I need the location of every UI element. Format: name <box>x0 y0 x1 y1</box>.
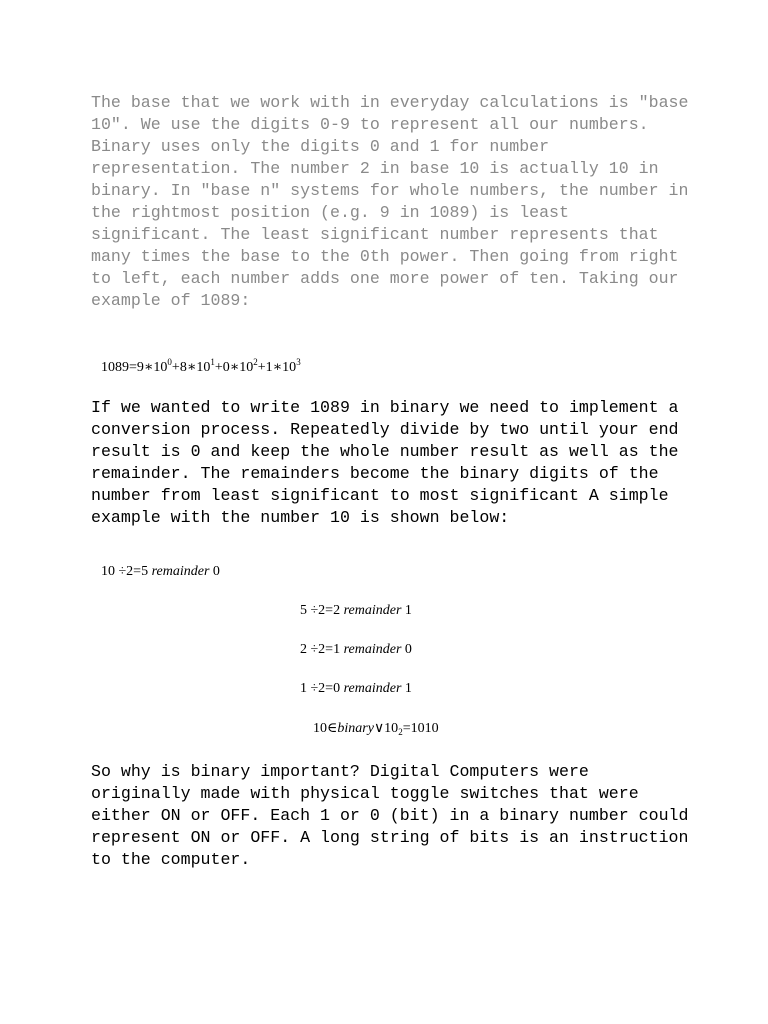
division-expression: 5 ÷2=2 <box>300 603 344 618</box>
equation-term: +1∗10 <box>257 360 297 375</box>
equation-lhs: 1089= <box>101 360 137 375</box>
equation-exponent: 2 <box>253 357 258 367</box>
binary-result-equation <box>313 720 439 738</box>
expansion-equation <box>101 359 301 377</box>
equation-exponent: 3 <box>296 357 301 367</box>
equation-exponent: 0 <box>167 357 172 367</box>
result-word: binary <box>337 721 374 736</box>
importance-paragraph: So why is binary important? Digital Computers were originally made with physical toggle switches that were either ON or OFF. Each 1 or 0 (bit) in a binary number could represent ON or OFF. A long string of bits is an instruction to the computer. <box>91 762 689 869</box>
remainder-word: remainder <box>343 603 402 618</box>
remainder-value: 1 <box>401 681 412 696</box>
division-expression: 1 ÷2=0 <box>300 681 344 696</box>
intro-paragraph: The base that we work with in everyday calculations is "base 10". We use the digits 0-9 to represent all our numbers. Binary uses only the digits 0 and 1 for number representation. The number 2 in base 10 is actually 10 in binary. In "base n" systems for whole numbers, the number in the rightmost position (e.g. 9 in 1089) is least significant. The least significant number represents that many times the base to the 0th power. Then going from right to left, each number adds one more power of ten. Taking our example of 1089: <box>91 93 689 310</box>
division-step <box>101 563 220 581</box>
result-lead: 10∈ <box>313 721 338 736</box>
result-tail: =1010 <box>402 721 439 736</box>
equation-term: +0∗10 <box>214 360 254 375</box>
remainder-value: 0 <box>401 642 412 657</box>
remainder-word: remainder <box>343 681 402 696</box>
conversion-paragraph: If we wanted to write 1089 in binary we need to implement a conversion process. Repeatedly divide by two until your end result is 0 and keep the whole number result as well as the remainder. The remainders become the binary digits of the number from least significant to most significant A simple example with the number 10 is shown below: <box>91 398 679 527</box>
result-mid: ∨10 <box>373 721 399 736</box>
equation-exponent: 1 <box>210 357 215 367</box>
division-step <box>300 641 412 659</box>
equation-term: 9∗10 <box>136 360 168 375</box>
remainder-value: 1 <box>401 603 412 618</box>
remainder-word: remainder <box>343 642 402 657</box>
remainder-value: 0 <box>209 564 220 579</box>
remainder-word: remainder <box>151 564 210 579</box>
division-expression: 10 ÷2=5 <box>101 564 152 579</box>
division-step <box>300 602 412 620</box>
division-expression: 2 ÷2=1 <box>300 642 344 657</box>
equation-term: +8∗10 <box>171 360 211 375</box>
result-subscript: 2 <box>398 727 403 737</box>
division-step <box>300 680 412 698</box>
